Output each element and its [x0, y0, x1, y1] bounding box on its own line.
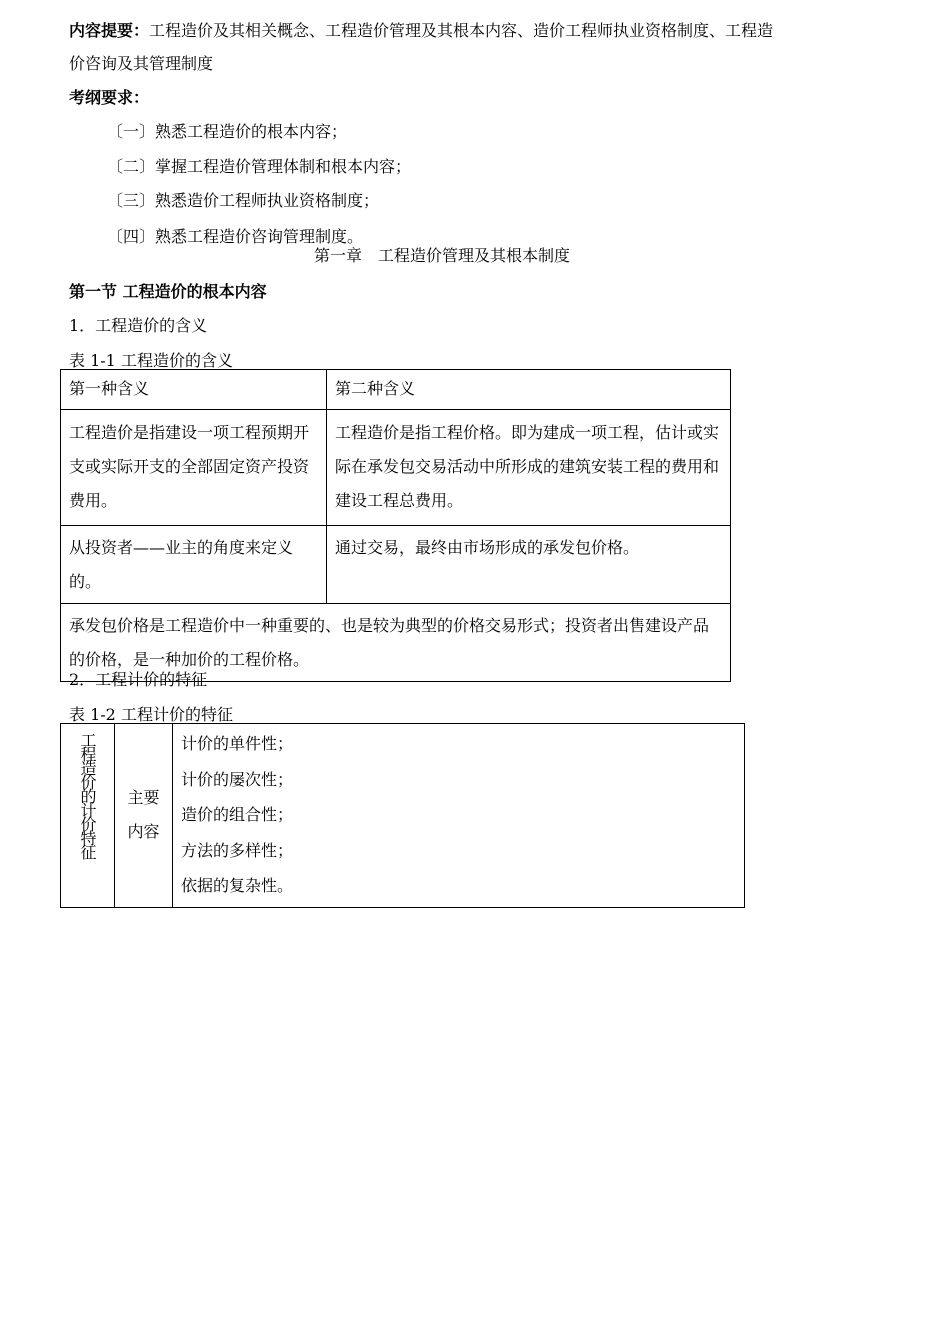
table-row	[61, 724, 745, 908]
table-header-cell: 第二种含义	[327, 370, 731, 410]
requirement-item: 〔二〕掌握工程造价管理体制和根本内容；	[107, 157, 412, 176]
table-cell-vertical	[61, 724, 115, 908]
features-table	[60, 723, 745, 908]
main-content-label	[115, 724, 172, 905]
summary-line-2: 价咨询及其管理制度	[69, 54, 214, 73]
requirement-item: 〔四〕熟悉工程造价咨询管理制度。	[107, 227, 364, 246]
table-cell: 通过交易，最终由市场形成的承发包价格。	[327, 526, 731, 604]
table-cell-list	[173, 724, 745, 908]
table-cell-label	[115, 724, 173, 908]
requirement-item: 〔三〕熟悉造价工程师执业资格制度；	[107, 191, 380, 210]
requirement-item: 〔一〕熟悉工程造价的根本内容；	[107, 122, 348, 141]
subsection-heading: 1．工程造价的含义	[69, 316, 208, 335]
list-item: 依据的复杂性。	[181, 876, 294, 895]
meaning-table	[60, 369, 731, 682]
table-footer-cell: 承发包价格是工程造价中一种重要的、也是较为典型的价格交易形式；投资者出售建设产品的价格，是一种加价的工程价格。	[61, 604, 731, 682]
list-item: 造价的组合性；	[181, 805, 294, 824]
list-item: 计价的屡次性；	[181, 769, 294, 789]
requirements-label: 考纲要求：	[69, 88, 150, 107]
chapter-title: 第一章 工程造价管理及其根本制度	[314, 246, 571, 265]
summary-label: 内容提要：	[69, 21, 150, 40]
table-row	[61, 526, 731, 604]
table-header-row	[61, 370, 731, 410]
table-cell: 工程造价是指工程价格。即为建成一项工程，估计或实际在承发包交易活动中所形成的建筑安装工程的费用和建设工程总费用。	[327, 410, 731, 526]
table-caption: 表 1-2 工程计价的特征	[69, 705, 233, 724]
table-cell: 工程造价是指建设一项工程预期开支或实际开支的全部固定资产投资费用。	[61, 410, 327, 526]
list-item: 方法的多样性；	[181, 840, 294, 860]
table-row	[61, 410, 731, 526]
section-title: 第一节 工程造价的根本内容	[69, 282, 267, 301]
table-caption: 表 1-1 工程造价的含义	[69, 351, 233, 370]
table-header-cell: 第一种含义	[61, 370, 327, 410]
vertical-label: 工程造价的计价特征	[80, 731, 97, 862]
summary-line-1	[69, 21, 773, 41]
subsection-heading: 2．工程计价的特征	[69, 670, 208, 689]
table-cell: 从投资者——业主的角度来定义的。	[61, 526, 327, 604]
summary-text: 工程造价及其相关概念、工程造价管理及其根本内容、造价工程师执业资格制度、工程造	[149, 21, 774, 40]
list-item: 计价的单件性；	[181, 734, 294, 753]
main-content-text: 主要内容	[127, 787, 160, 841]
